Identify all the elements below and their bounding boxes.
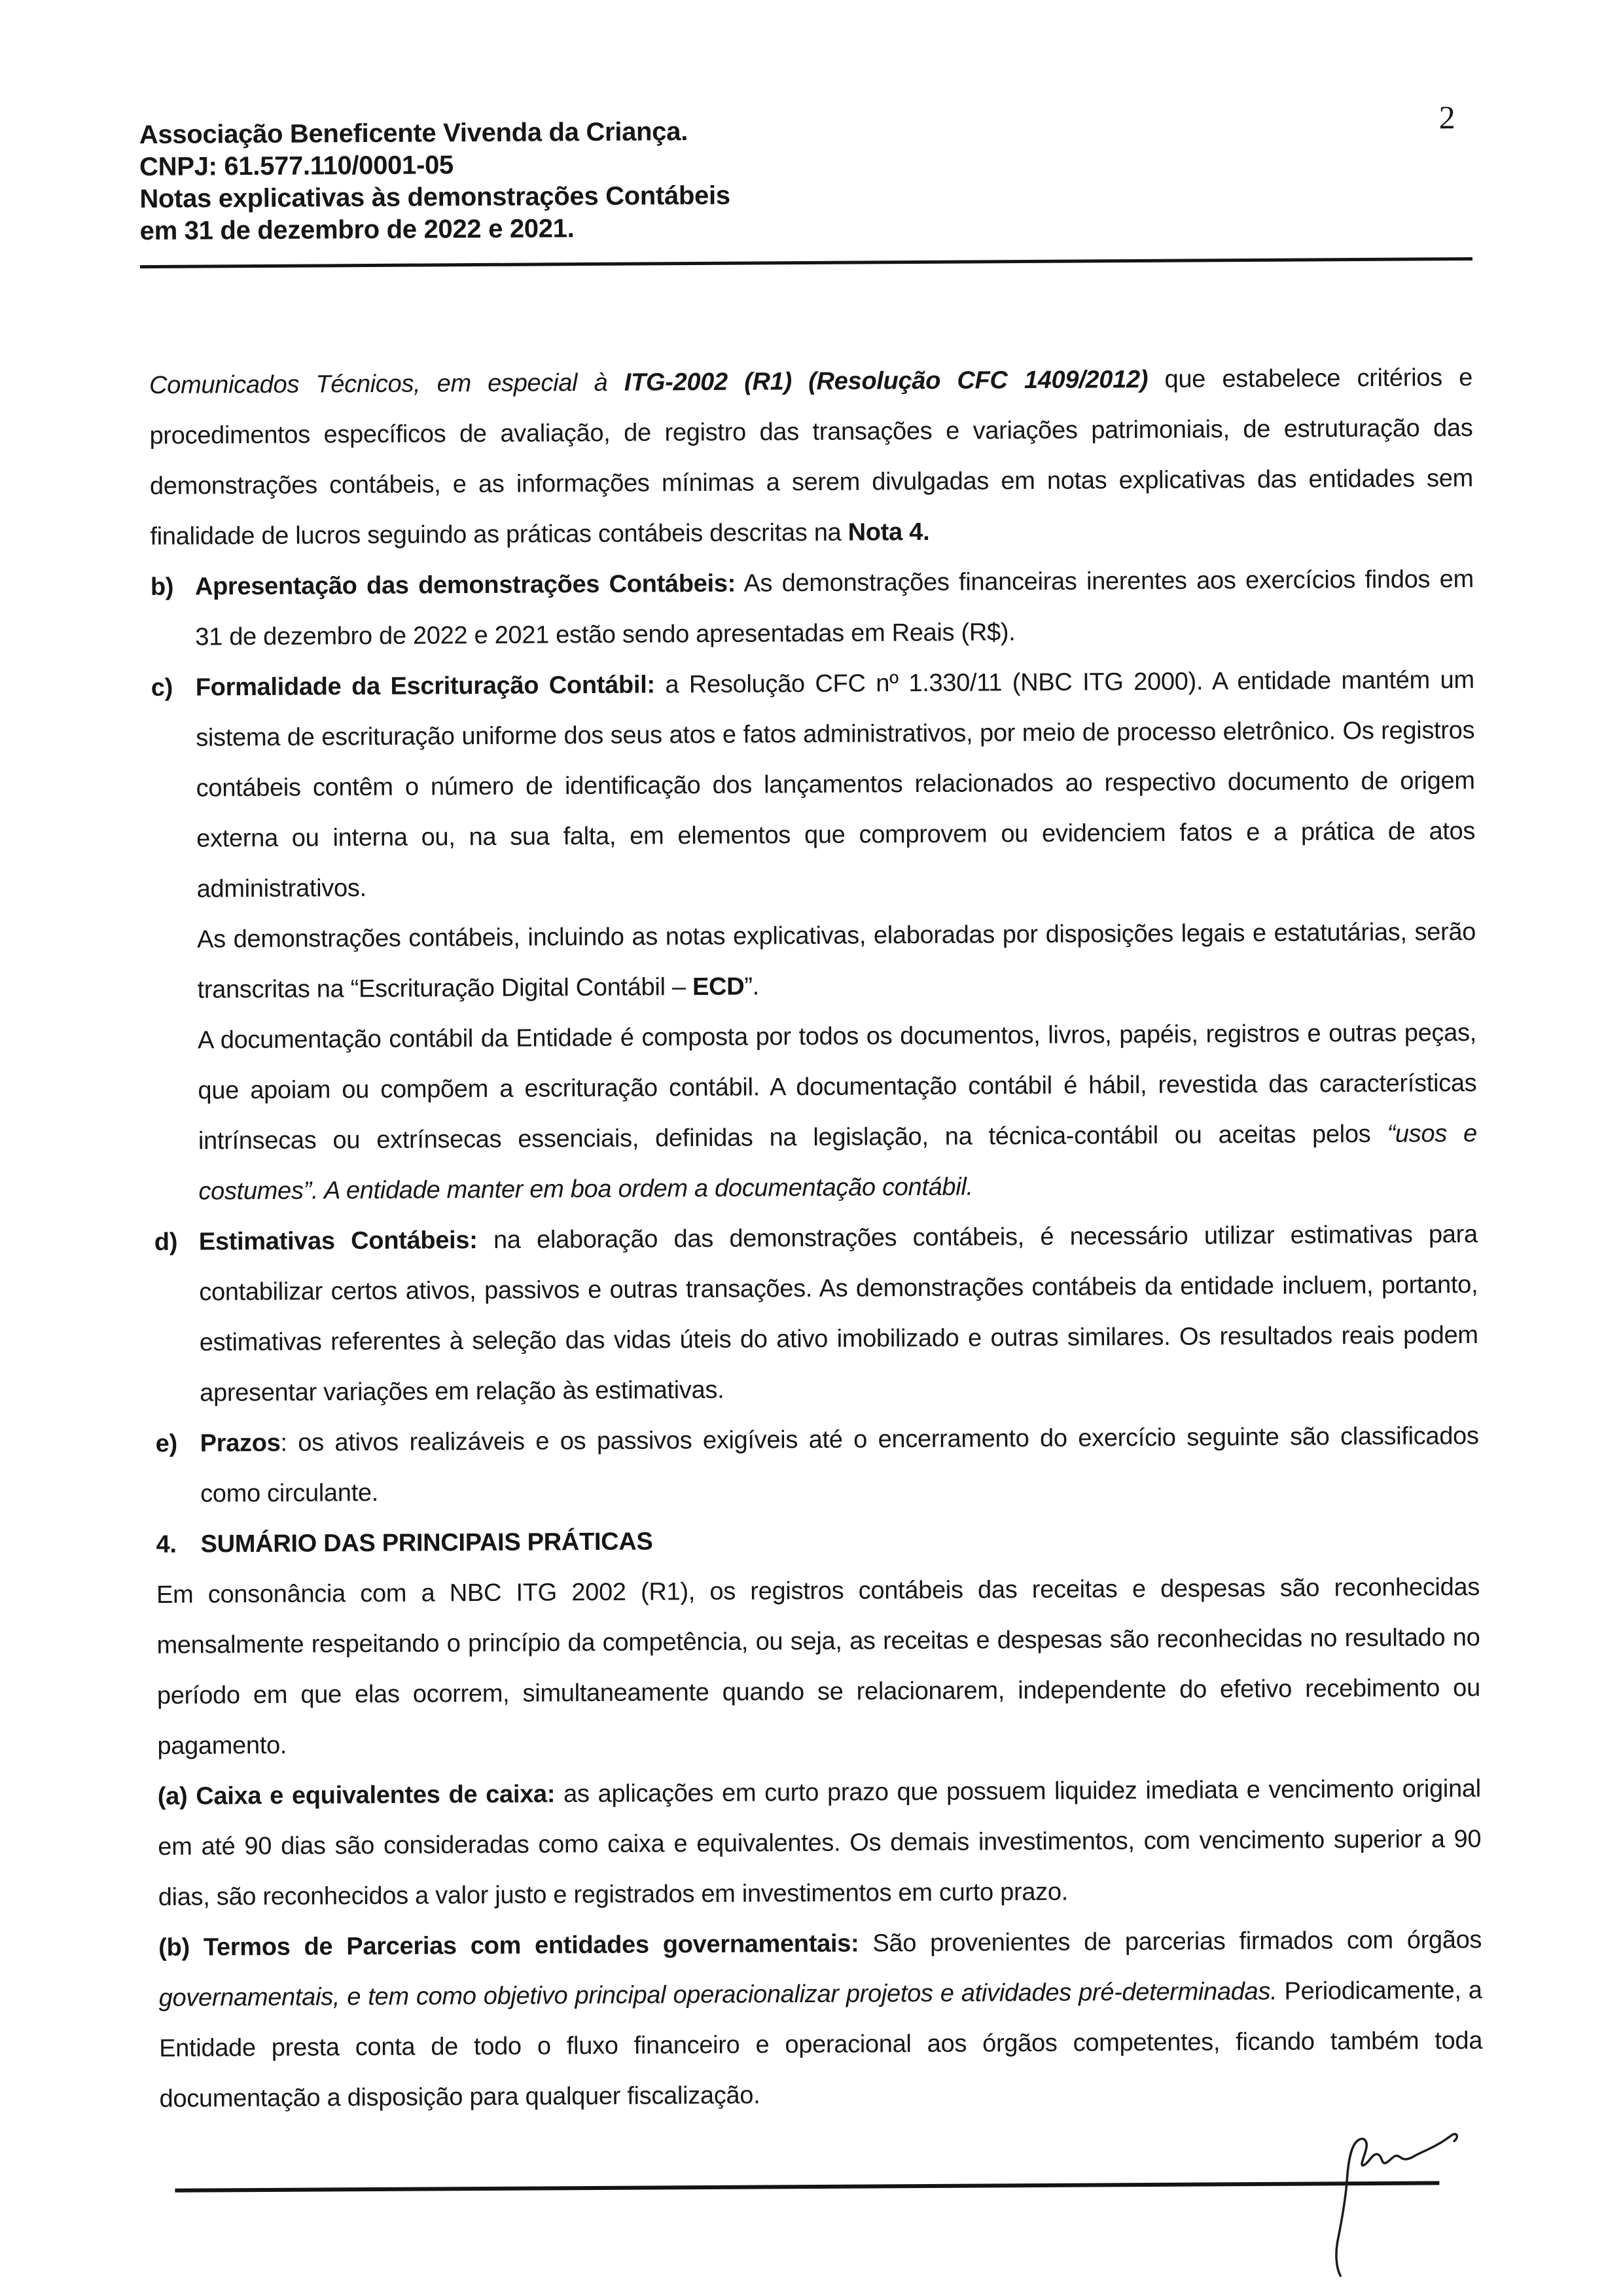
document-header [139, 116, 731, 247]
list-item-text [195, 554, 1474, 663]
list-item-paragraph: Prazos: os ativos realizáveis e os passivos exigíveis até o encerramento do exercício seguinte são classificados como circulante. [200, 1422, 1479, 1508]
list-item-text [199, 1210, 1479, 1419]
list-item-b [151, 554, 1474, 663]
paragraph-termos-parcerias: (b) Termos de Parcerias com entidades governamentais: São provenientes de parcerias firmados com órgãos governamentais, e tem como objetivo principal operacionalizar projetos e atividades pré-determinadas. Periodicamente, a Entidade presta conta de todo o fluxo financeiro e operacional aos órgãos competentes, ficando também toda documentação a disposição para qualquer fiscalização. [158, 1926, 1483, 2113]
header-doc-title: Notas explicativas às demonstrações Contábeis [139, 181, 730, 214]
paragraph-competencia: Em consonância com a NBC ITG 2002 (R1), os registros contábeis das receitas e despesas são reconhecidas mensalmente respeitando o princípio da competência, ou seja, as receitas e despesas são reconhecidas no resultado no período em que elas ocorrem, simultaneamente quando se relacionarem, independente do efetivo recebimento ou pagamento. [156, 1573, 1481, 1760]
section-number: 4. [156, 1530, 177, 1558]
list-item-paragraph: A documentação contábil da Entidade é composta por todos os documentos, livros, papéis, registros e outras peças, que apoiam ou compõem a escrituração contábil. A documentação contábil é hábil, revestida das características intrínsecas ou extrínsecas essenciais, definidas na legislação, na técnica-contábil ou aceitas pelos “usos e costumes”. A entidade manter em boa ordem a documentação contábil. [197, 1018, 1478, 1206]
paragraph-intro: Comunicados Técnicos, em especial à ITG-2002 (R1) (Resolução CFC 1409/2012) que estabelece critérios e procedimentos específicos de avaliação, de registro das transações e variações patrimoniais, de estruturação das demonstrações contábeis, e as informações mínimas a serem divulgadas em notas explicativas das entidades sem finalidade de lucros seguindo as práticas contábeis descritas na Nota 4. [149, 363, 1474, 550]
footer-rule [175, 2181, 1439, 2192]
section-heading-4 [156, 1512, 1479, 1570]
list-item-text [200, 1411, 1479, 1520]
list-item-paragraph: Apresentação das demonstrações Contábeis: As demonstrações financeiras inerentes aos exercícios findos em 31 de dezembro de 2022 e 2021 estão sendo apresentadas em Reais (R$). [194, 565, 1474, 651]
header-org-name: Associação Beneficente Vivenda da Criança. [139, 117, 688, 150]
list-item-c [151, 655, 1478, 1217]
document-body [149, 353, 1483, 2125]
signature-icon [1316, 2115, 1469, 2281]
header-rule [140, 257, 1472, 268]
list-item-label: b) [150, 573, 174, 601]
list-item-paragraph: As demonstrações contábeis, incluindo as notas explicativas, elaboradas por disposições legais e estatutárias, serão transcritas na “Escrituração Digital Contábil – ECD”. [196, 918, 1476, 1004]
list-item-label: d) [154, 1228, 178, 1256]
list-item-d [154, 1210, 1479, 1419]
header-doc-date: em 31 de dezembro de 2022 e 2021. [139, 214, 575, 246]
list-item-text [196, 655, 1478, 1217]
section-title: SUMÁRIO DAS PRINCIPAIS PRÁTICAS [200, 1528, 653, 1558]
list-item-paragraph: Estimativas Contábeis: na elaboração das demonstrações contábeis, é necessário utilizar estimativas para contabilizar certos ativos, passivos e outras transações. As demonstrações contábeis da entidade incluem, portanto, estimativas referentes à seleção das vidas úteis do ativo imobilizado e outras similares. Os resultados reais podem apresentar variações em relação às estimativas. [198, 1220, 1478, 1407]
header-cnpj: CNPJ: 61.577.110/0001-05 [139, 151, 454, 182]
page-number: 2 [1438, 99, 1455, 136]
paragraph-caixa-equivalentes: (a) Caixa e equivalentes de caixa: as aplicações em curto prazo que possuem liquidez imediata e vencimento original em até 90 dias são consideradas como caixa e equivalentes. Os demais investimentos, com vencimento superior a 90 dias, são reconhecidos a valor justo e registrados em investimentos em curto prazo. [157, 1774, 1482, 1911]
list-item-label: e) [155, 1429, 177, 1458]
list-item-label: c) [151, 673, 173, 702]
list-item-e [155, 1411, 1479, 1520]
list-item-paragraph: Formalidade da Escrituração Contábil: a Resolução CFC nº 1.330/11 (NBC ITG 2000). A entidade mantém um sistema de escrituração uniforme dos seus atos e fatos administrativos, por meio de processo eletrônico. Os registros contábeis contêm o número de identificação dos lançamentos relacionados ao respectivo documento de origem externa ou interna ou, na sua falta, em elementos que comprovem ou evidenciem fatos e a prática de atos administrativos. [195, 666, 1476, 903]
